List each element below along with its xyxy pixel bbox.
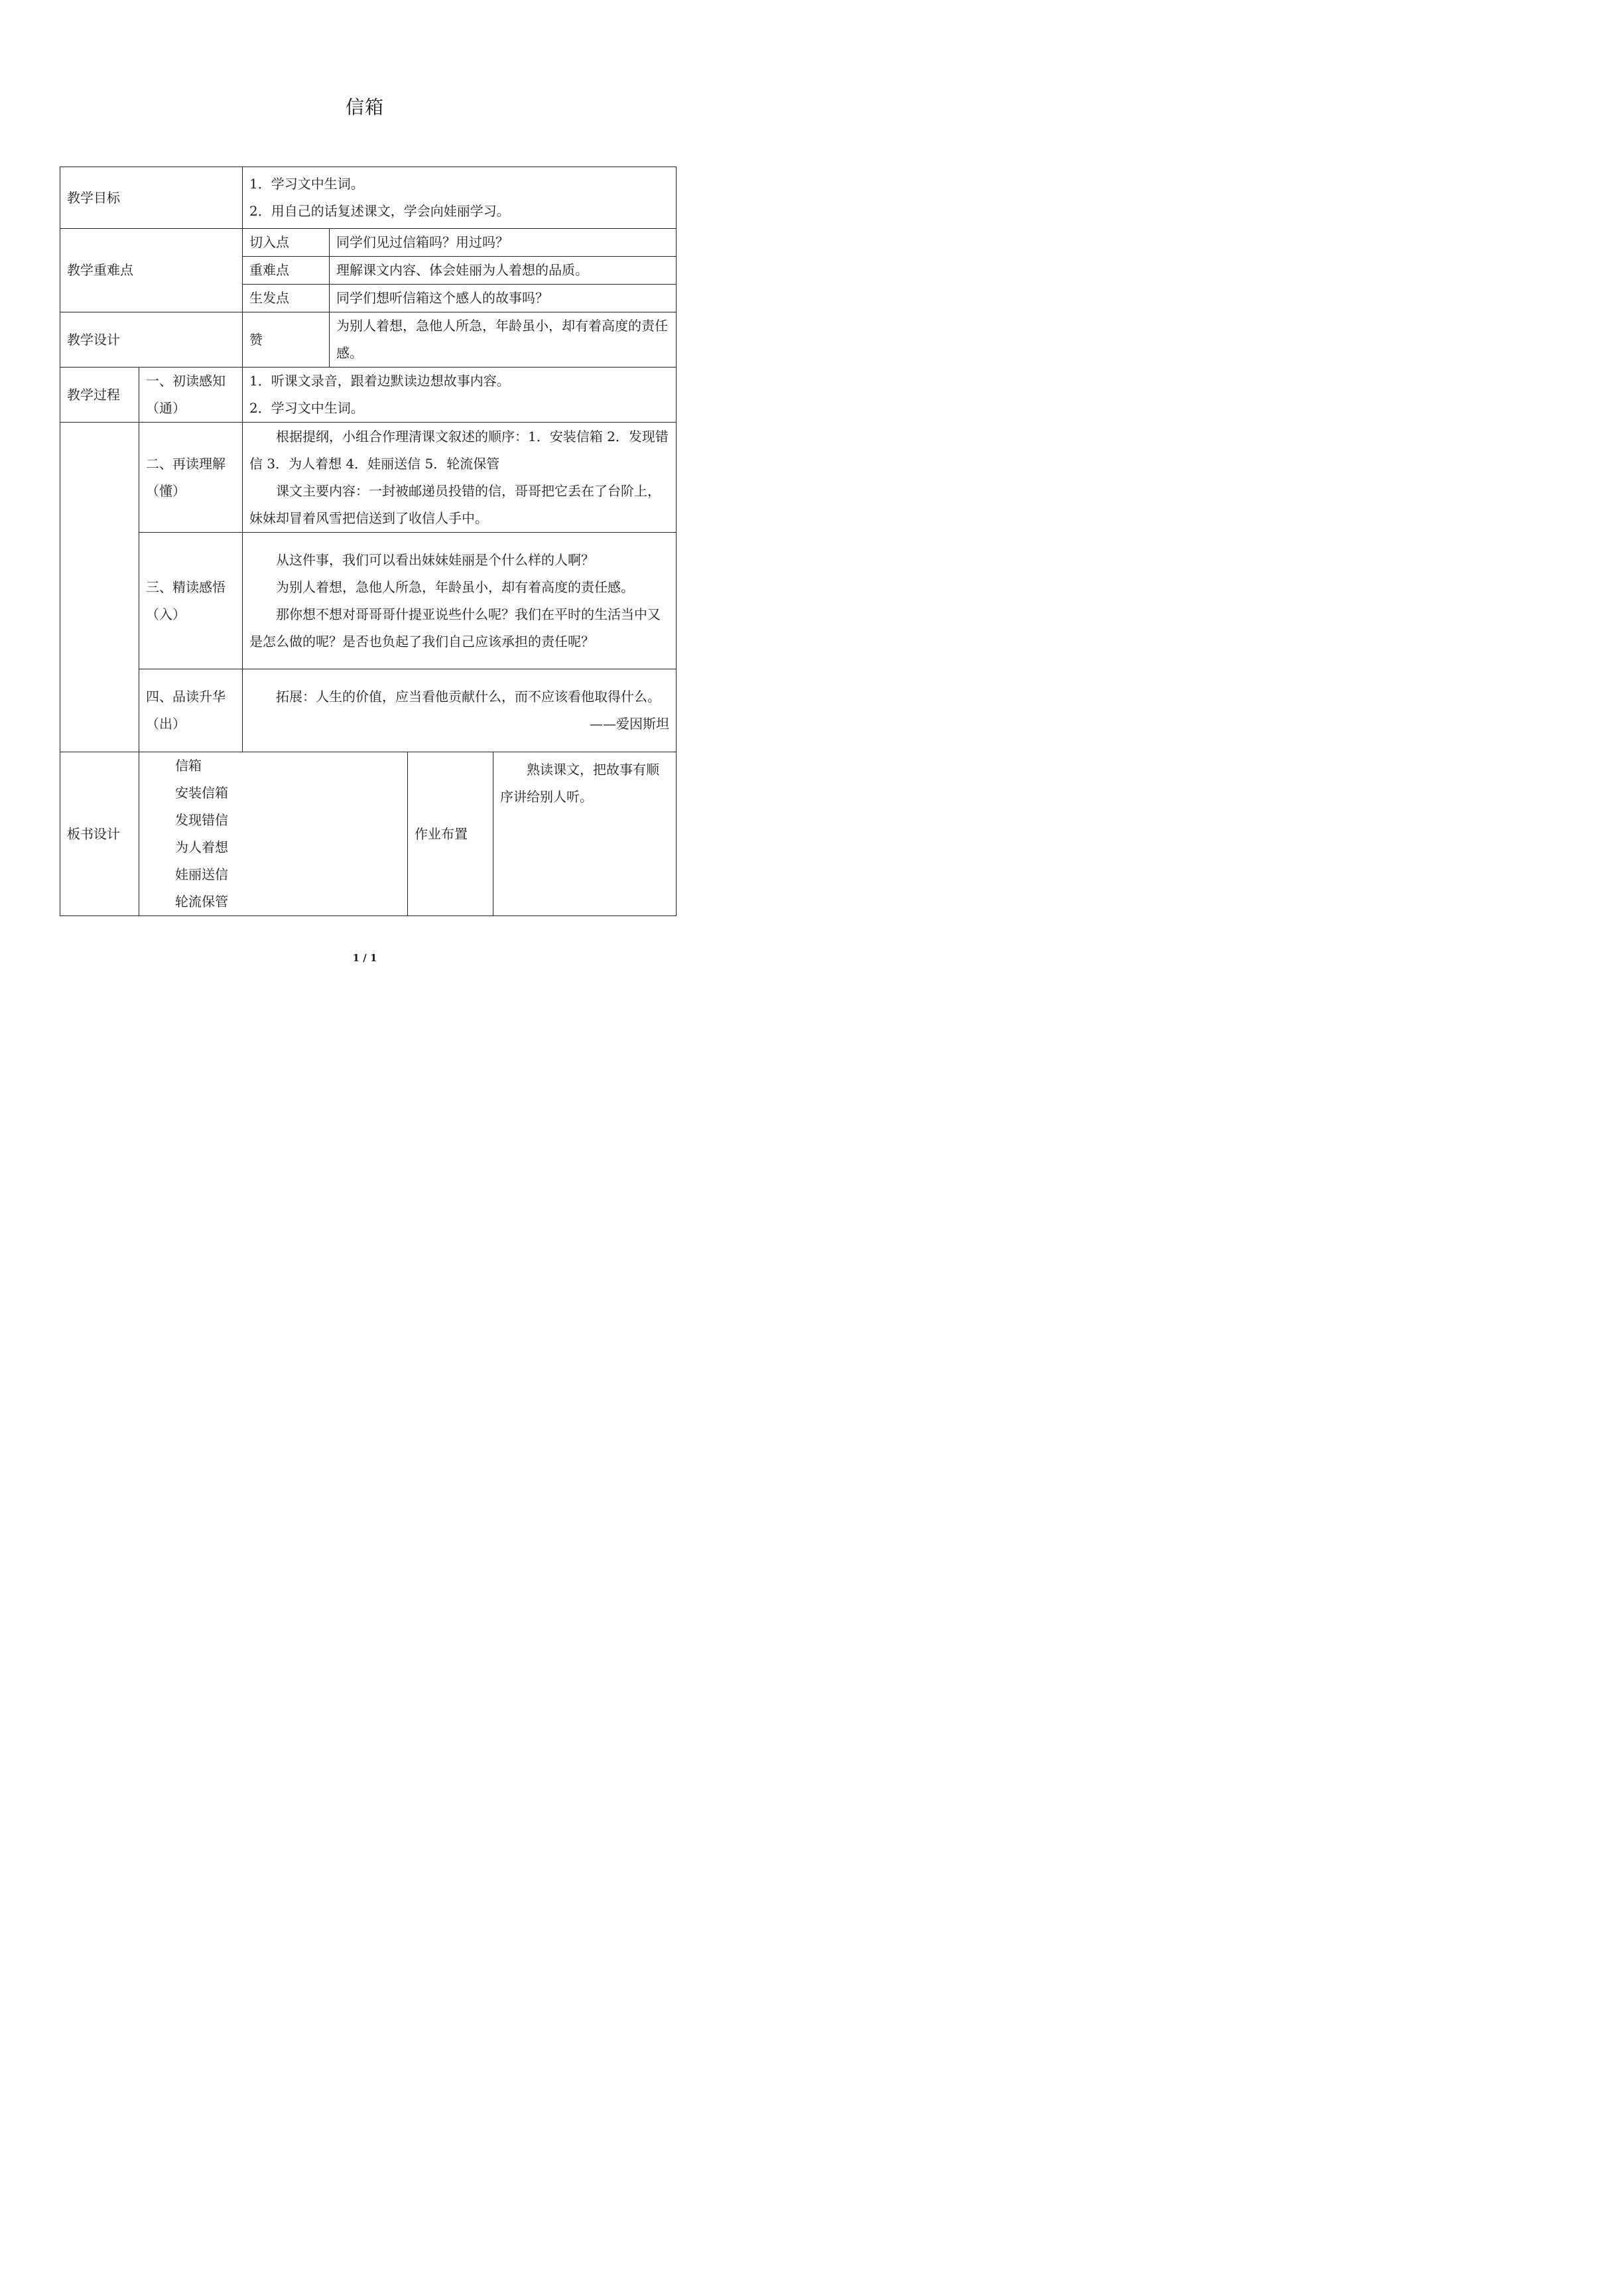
step-line: 1．听课文录音，跟着边默读边想故事内容。 — [249, 373, 510, 389]
key-point-row — [60, 229, 677, 257]
page-number: 1 / 1 — [352, 952, 377, 964]
step-tag: （懂） — [146, 482, 186, 499]
board-line: 发现错信 — [175, 812, 228, 828]
process-continued-cell — [60, 423, 139, 752]
key-point-text: 理解课文内容、体会娃丽为人着想的品质。 — [330, 257, 677, 285]
step-title: 二、再读理解 — [146, 455, 226, 472]
step-line: 课文主要内容：一封被邮递员投错的信，哥哥把它丢在了台阶上，妹妹却冒着风雪把信送到了收信人手中。 — [249, 482, 661, 526]
key-points-label: 教学重难点 — [60, 229, 243, 312]
design-sub-label: 赞 — [243, 312, 330, 368]
key-point-text: 同学们见过信箱吗？用过吗？ — [330, 229, 677, 257]
board-line: 安装信箱 — [175, 785, 228, 801]
step-tag: （出） — [146, 716, 186, 732]
process-step-content — [243, 533, 677, 669]
process-step-row — [60, 368, 677, 423]
process-step-title — [139, 423, 243, 533]
board-label: 板书设计 — [60, 752, 139, 916]
page-title: 信箱 — [345, 96, 384, 118]
key-point-label: 重难点 — [243, 257, 330, 285]
board-line: 娃丽送信 — [175, 866, 228, 882]
design-text: 为别人着想，急他人所急，年龄虽小，却有着高度的责任感。 — [330, 312, 677, 368]
homework-content — [493, 752, 677, 916]
process-step-title — [139, 669, 243, 752]
step-line: 那你想不想对哥哥哥什提亚说些什么呢？我们在平时的生活当中又是怎么做的呢？是否也负起了我们自己应该承担的责任呢？ — [249, 606, 661, 649]
step-line: 拓展：人生的价值，应当看他贡献什么，而不应该看他取得什么。 — [276, 689, 661, 705]
design-row — [60, 312, 677, 368]
quote-attribution: ——爱因斯坦 — [590, 716, 670, 732]
step-line: 2．学习文中生词。 — [249, 400, 364, 416]
process-step-row — [60, 423, 677, 533]
board-content — [139, 752, 408, 916]
process-step-content — [243, 423, 677, 533]
step-tag: （通） — [146, 400, 186, 416]
process-step-content — [243, 368, 677, 423]
key-point-label: 生发点 — [243, 285, 330, 312]
step-line: 根据提纲，小组合作理清课文叙述的顺序：1．安装信箱 2．发现错信 3．为人着想 4．娃丽送信 5．轮流保管 — [249, 428, 669, 472]
goals-row — [60, 167, 677, 229]
step-line: 为别人着想，急他人所急，年龄虽小，却有着高度的责任感。 — [276, 578, 634, 595]
process-step-row — [60, 669, 677, 752]
goals-content — [243, 167, 677, 229]
process-step-title — [139, 533, 243, 669]
goal-item: 1．学习文中生词。 — [249, 176, 364, 192]
process-label: 教学过程 — [60, 368, 139, 423]
process-step-row — [60, 533, 677, 669]
step-tag: （入） — [146, 606, 186, 622]
design-label: 教学设计 — [60, 312, 243, 368]
homework-label: 作业布置 — [408, 752, 493, 916]
step-line: 从这件事，我们可以看出妹妹娃丽是个什么样的人啊？ — [276, 551, 594, 568]
step-title: 一、初读感知 — [146, 373, 226, 389]
key-point-text: 同学们想听信箱这个感人的故事吗？ — [330, 285, 677, 312]
step-title: 四、品读升华 — [146, 689, 226, 705]
process-step-title — [139, 368, 243, 423]
step-title: 三、精读感悟 — [146, 578, 226, 595]
lesson-plan-table — [60, 167, 677, 916]
goal-item: 2．用自己的话复述课文，学会向娃丽学习。 — [249, 203, 510, 219]
board-line: 为人着想 — [175, 839, 228, 855]
key-point-label: 切入点 — [243, 229, 330, 257]
board-line: 轮流保管 — [175, 894, 228, 910]
process-step-content — [243, 669, 677, 752]
goals-label: 教学目标 — [60, 167, 243, 229]
board-line: 信箱 — [175, 758, 202, 774]
homework-text: 熟读课文，把故事有顺序讲给别人听。 — [500, 762, 659, 805]
board-row — [60, 752, 677, 916]
